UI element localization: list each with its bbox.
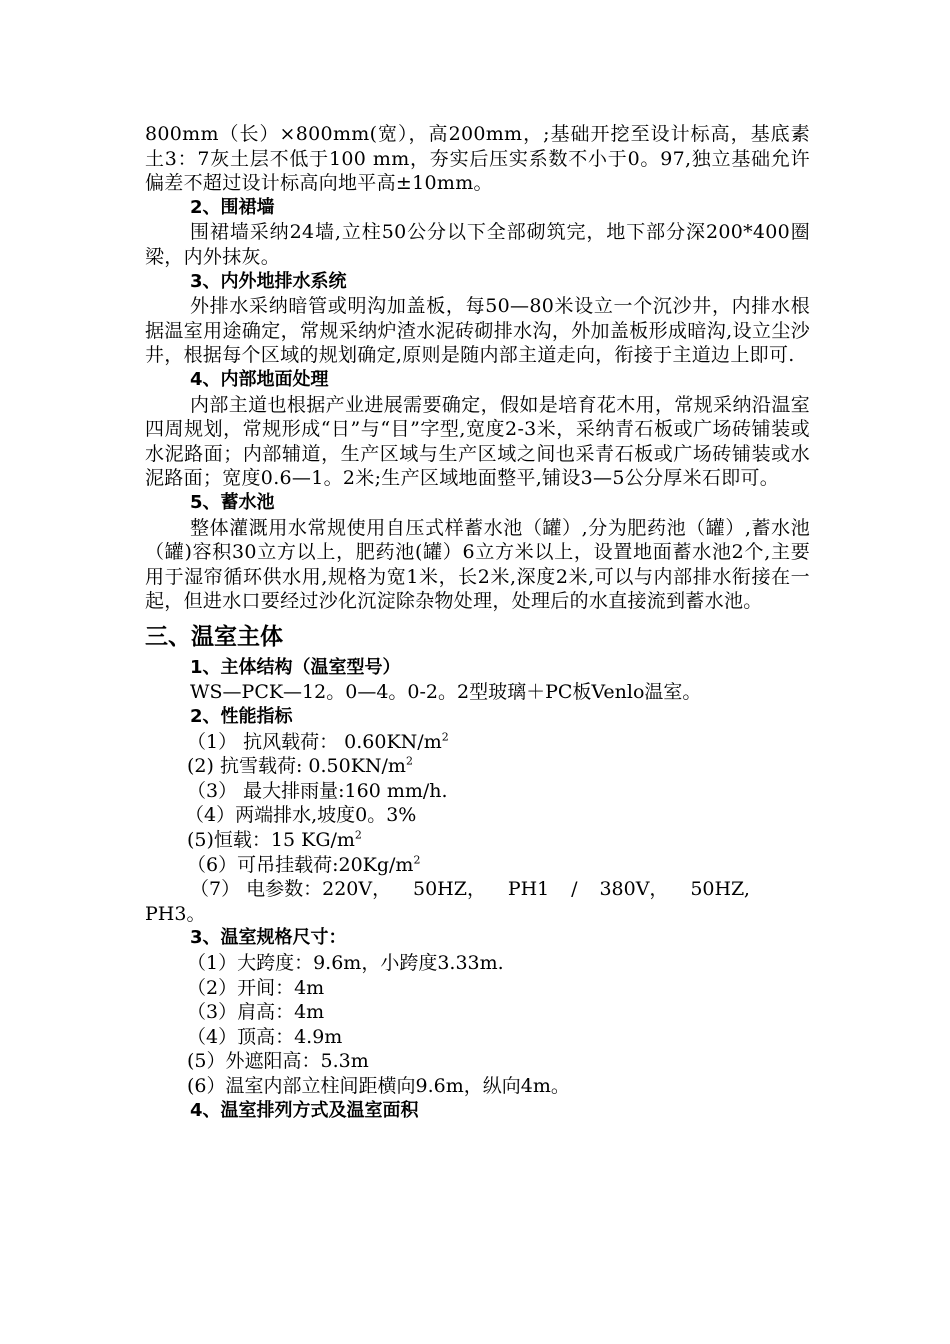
electrical-part: 50HZ, xyxy=(690,878,750,901)
spec-item: (6）温室内部立柱间距横向9.6m，纵向4m。 xyxy=(187,1074,570,1097)
perf-item-electrical xyxy=(145,877,810,902)
interior-ground-paragraph: 内部主道也根据产业进展需要确定，假如是培育花木用，常规采纳沿温室四周规划，常规形成“日”与“目”字型,宽度2-3米，采纳青石板或广场砖铺装或水泥路面；内部辅道，生产区域与生产区域之间也采青石板或广场砖铺装或水泥路面；宽度0.6—1。2米;生产区域地面整平,铺设3—5公分厚米石即可。 xyxy=(145,393,810,490)
superscript-2: 2 xyxy=(405,754,413,768)
superscript-2: 2 xyxy=(441,730,449,744)
perf-snow-label: (2) 抗雪载荷: 0.50KN/m xyxy=(187,755,406,778)
perf-item-electrical-tail: PH3。 xyxy=(145,902,206,925)
apron-wall-paragraph: 围裙墙采纳24墙,立柱50公分以下全部砌筑完，地下部分深200*400圈梁，内外抹灰。 xyxy=(145,221,810,268)
heading-main-structure: 1、主体结构（温室型号） xyxy=(190,656,401,678)
perf-dead-load-label: (5)恒载：15 KG/m xyxy=(187,829,355,852)
perf-item-drainage: （4）两端排水,坡度0。3% xyxy=(185,804,417,827)
heading-apron-wall: 2、围裙墙 xyxy=(190,196,275,218)
heading-arrangement-area: 4、温室排列方式及温室面积 xyxy=(190,1099,419,1121)
spec-item: （2）开间：4m xyxy=(187,976,325,999)
greenhouse-model-text: WS—PCK—12。0—4。0-2。2型玻璃＋PC板Venlo温室。 xyxy=(190,681,702,704)
heading-interior-ground: 4、内部地面处理 xyxy=(190,368,329,390)
section-title-greenhouse-body: 三、温室主体 xyxy=(145,623,283,650)
spec-item: （1）大跨度：9.6m，小跨度3.33m. xyxy=(187,952,504,974)
electrical-part: 380V， xyxy=(599,878,669,901)
electrical-part: / xyxy=(571,878,578,901)
heading-performance: 2、性能指标 xyxy=(190,706,293,728)
superscript-2: 2 xyxy=(354,828,362,842)
heading-reservoir: 5、蓄水池 xyxy=(190,491,275,513)
drainage-paragraph: 外排水采纳暗管或明沟加盖板，每50—80米设立一个沉沙井，内排水根据温室用途确定，常规采纳炉渣水泥砖砌排水沟，外加盖板形成暗沟,设立尘沙井，根据每个区域的规划确定,原则是随内部主道走向，衔接于主道边上即可. xyxy=(145,295,810,367)
perf-wind-label: （1） 抗风载荷： 0.60KN/m xyxy=(187,730,442,753)
electrical-part: （7） 电参数：220V， xyxy=(190,878,392,901)
spec-item: （3）肩高：4m xyxy=(187,1001,325,1024)
spec-item: （4）顶高：4.9m xyxy=(187,1025,343,1048)
document-page xyxy=(145,122,810,1123)
perf-item-rain: （3） 最大排雨量:160 mm/h. xyxy=(187,779,448,802)
perf-item-wind-load xyxy=(145,730,810,755)
electrical-part: PH1 xyxy=(507,878,550,901)
superscript-2: 2 xyxy=(413,853,421,867)
perf-item-hanging-load xyxy=(145,853,810,878)
spec-item: (5）外遮阳高：5.3m xyxy=(187,1050,369,1073)
perf-item-dead-load xyxy=(145,828,810,853)
perf-hanging-label: （6）可吊挂载荷:20Kg/m xyxy=(187,853,414,876)
electrical-part: 50HZ， xyxy=(413,878,486,901)
foundation-paragraph: 800mm（长）×800mm(宽），高200mm，;基础开挖至设计标高，基底素土3：7灰土层不低于100 mm，夯实后压实系数不小于0。97,独立基础允许偏差不超过设计标高向地平高±10mm。 xyxy=(145,123,810,195)
heading-specifications: 3、温室规格尺寸： xyxy=(190,927,347,949)
perf-item-snow-load xyxy=(145,754,810,779)
reservoir-paragraph: 整体灌溉用水常规使用自压式样蓄水池（罐）,分为肥药池（罐）,蓄水池（罐)容积30立方以上，肥药池(罐）6立方米以上，设置地面蓄水池2个,主要用于湿帘循环供水用,规格为宽1米，长2米,深度2米,可以与内部排水衔接在一起，但进水口要经过沙化沉淀除杂物处理，处理后的水直接流到蓄水池。 xyxy=(145,516,810,613)
heading-drainage-system: 3、内外地排水系统 xyxy=(190,270,347,292)
